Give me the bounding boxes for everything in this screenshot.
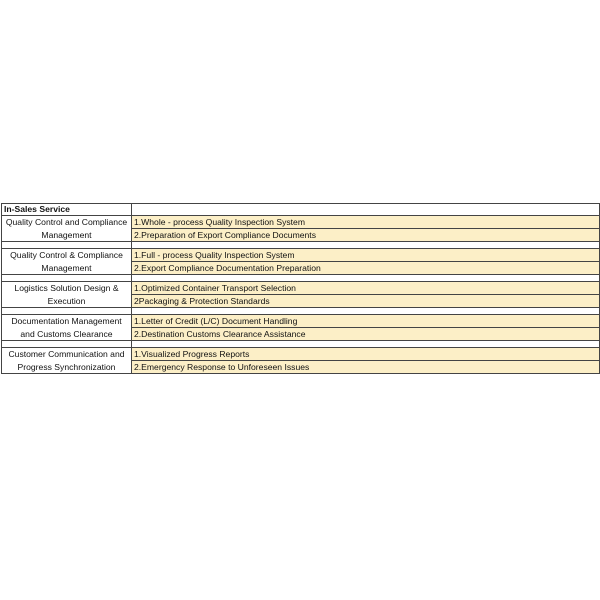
spacer-row	[2, 308, 600, 315]
spacer-row	[2, 242, 600, 249]
spacer-cell[interactable]	[2, 308, 132, 315]
item-cell[interactable]: 2.Emergency Response to Unforeseen Issues	[132, 361, 600, 374]
spacer-cell[interactable]	[2, 242, 132, 249]
spacer-cell[interactable]	[132, 275, 600, 282]
spacer-cell[interactable]	[132, 308, 600, 315]
group-name-cell[interactable]: Logistics Solution Design & Execution	[2, 282, 132, 308]
spacer-row	[2, 275, 600, 282]
table-header-empty-cell[interactable]	[132, 204, 600, 216]
item-cell[interactable]: 1.Whole - process Quality Inspection System	[132, 216, 600, 229]
table-row	[2, 249, 600, 262]
table-header-cell[interactable]: In-Sales Service	[2, 204, 132, 216]
in-sales-service-table	[1, 203, 600, 374]
table-row	[2, 315, 600, 328]
item-cell[interactable]: 1.Visualized Progress Reports	[132, 348, 600, 361]
table-header-row	[2, 204, 600, 216]
spacer-cell[interactable]	[2, 341, 132, 348]
item-cell[interactable]: 2Packaging & Protection Standards	[132, 295, 600, 308]
spacer-cell[interactable]	[132, 341, 600, 348]
table-row	[2, 282, 600, 295]
spacer-row	[2, 341, 600, 348]
service-table-sheet	[1, 203, 599, 374]
item-cell[interactable]: 2.Destination Customs Clearance Assistance	[132, 328, 600, 341]
item-cell[interactable]: 2.Export Compliance Documentation Preparation	[132, 262, 600, 275]
group-name-cell[interactable]: Quality Control and Compliance Management	[2, 216, 132, 242]
item-cell[interactable]: 1.Full - process Quality Inspection System	[132, 249, 600, 262]
table-row	[2, 348, 600, 361]
group-name-cell[interactable]: Documentation Management and Customs Clearance	[2, 315, 132, 341]
table-row	[2, 216, 600, 229]
group-name-cell[interactable]: Quality Control & Compliance Management	[2, 249, 132, 275]
spacer-cell[interactable]	[132, 242, 600, 249]
group-name-cell[interactable]: Customer Communication and Progress Synchronization	[2, 348, 132, 374]
item-cell[interactable]: 1.Letter of Credit (L/C) Document Handling	[132, 315, 600, 328]
spacer-cell[interactable]	[2, 275, 132, 282]
item-cell[interactable]: 1.Optimized Container Transport Selection	[132, 282, 600, 295]
item-cell[interactable]: 2.Preparation of Export Compliance Documents	[132, 229, 600, 242]
